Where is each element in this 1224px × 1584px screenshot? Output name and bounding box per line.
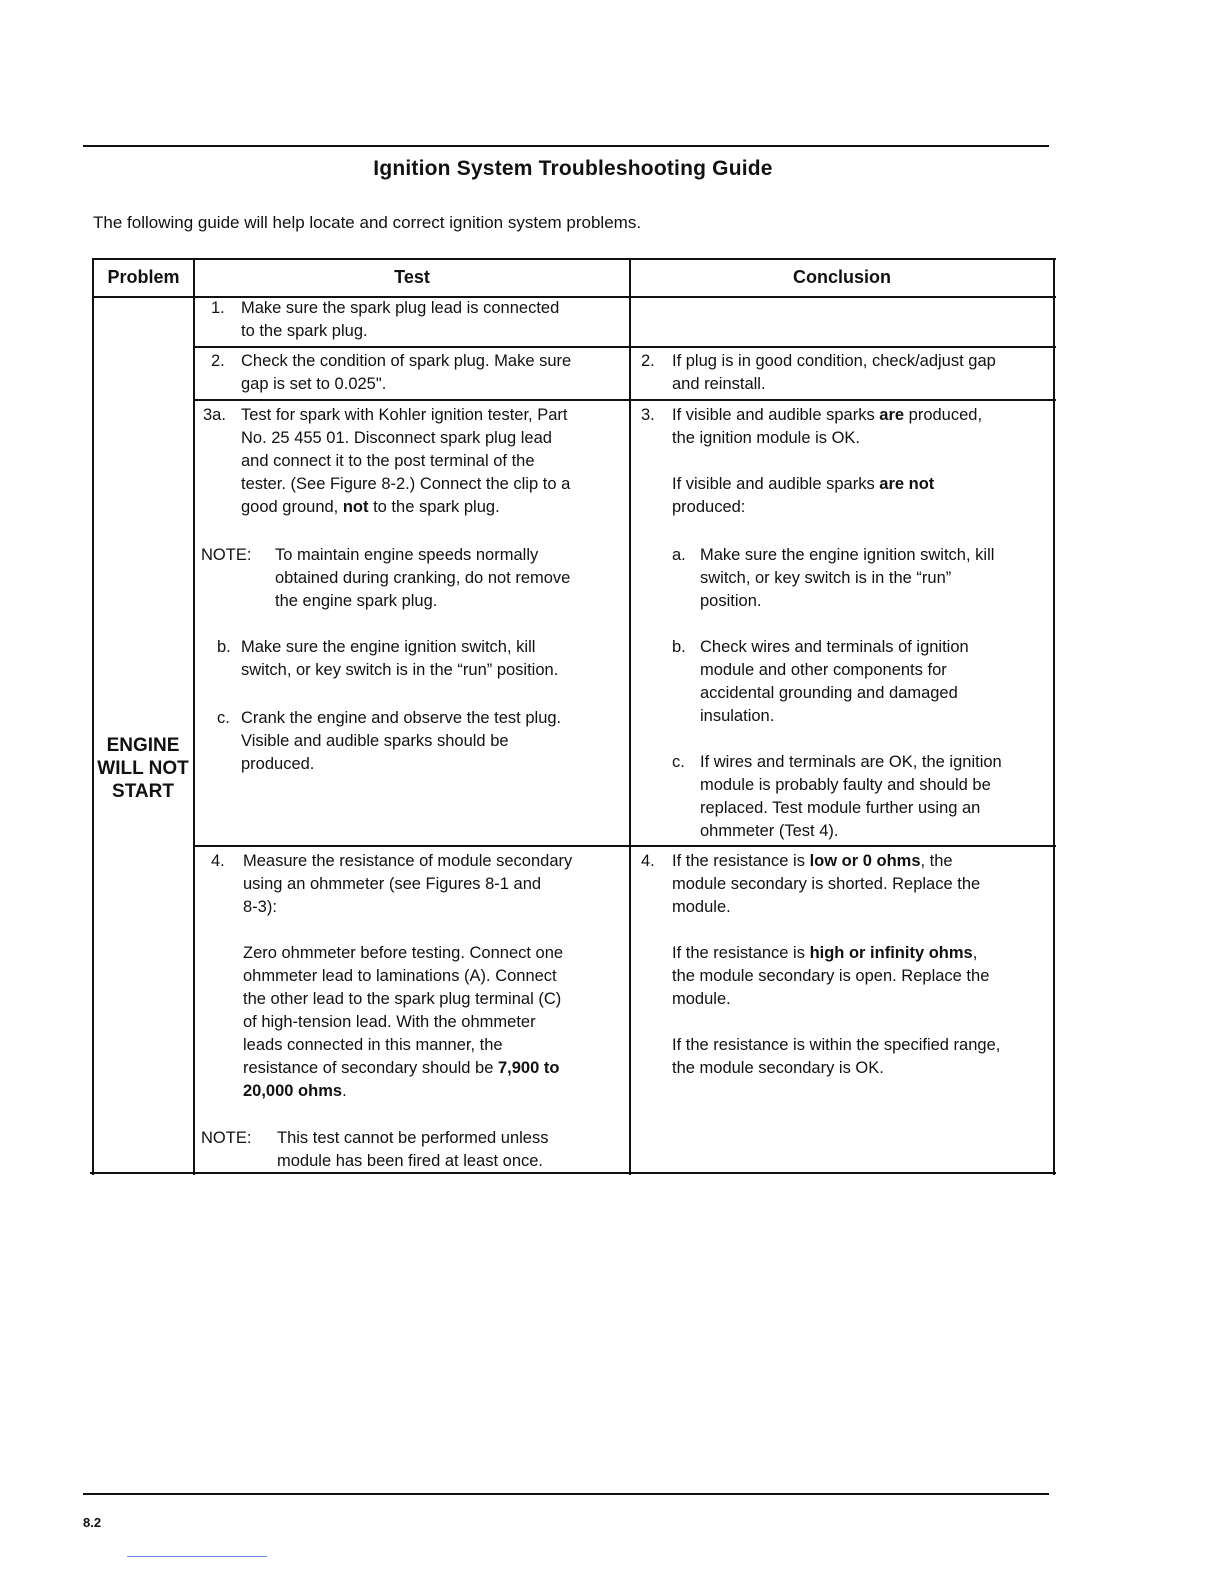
test4-number: 4.: [211, 852, 225, 870]
row-divider-3: [193, 845, 1056, 847]
text-line: and connect it to the post terminal of the: [241, 452, 535, 470]
table-border-left: [92, 258, 94, 1175]
row-divider-1: [193, 346, 1056, 348]
concl3a-number: a.: [672, 546, 686, 564]
text-line: tester. (See Figure 8-2.) Connect the clip to a: [241, 475, 571, 493]
text-line: This test cannot be performed unless: [277, 1129, 549, 1147]
text-line: ohmmeter (Test 4).: [700, 822, 839, 840]
table-border-bottom: [90, 1172, 1056, 1174]
text-line: Check the condition of spark plug. Make sure: [241, 352, 572, 370]
text-line: produced:: [672, 498, 746, 516]
text-line: Make sure the engine ignition switch, kill: [241, 638, 536, 656]
text-run: If the resistance is: [672, 852, 810, 870]
concl3a-text: [700, 544, 994, 613]
header-test: Test: [394, 267, 430, 287]
bold-run: 20,000 ohms: [243, 1082, 343, 1100]
text-line: Visible and audible sparks should be: [241, 732, 509, 750]
text-line: the module secondary is open. Replace the: [672, 967, 990, 985]
text-run: to the spark plug.: [368, 498, 500, 516]
text-run: .: [342, 1082, 347, 1100]
text-line: To maintain engine speeds normally: [275, 546, 539, 564]
note2-text: [277, 1127, 548, 1173]
text-line: module.: [672, 898, 731, 916]
text-line: Make sure the spark plug lead is connected: [241, 299, 560, 317]
text-run: If visible and audible sparks: [672, 475, 880, 493]
text-line: position.: [700, 592, 762, 610]
text-line: and reinstall.: [672, 375, 766, 393]
text-line: accidental grounding and damaged: [700, 684, 958, 702]
concl2-number: 2.: [641, 352, 655, 370]
test1-text: [241, 297, 559, 343]
text-line: No. 25 455 01. Disconnect spark plug lead: [241, 429, 552, 447]
text-line: insulation.: [700, 707, 775, 725]
text-line: [672, 404, 982, 427]
text-run: ,: [972, 944, 978, 962]
text-line: the other lead to the spark plug terminal (C): [243, 990, 562, 1008]
problem-line: ENGINE: [106, 735, 180, 756]
problem-line: WILL NOT: [97, 758, 189, 779]
text-run: resistance of secondary should be: [243, 1059, 498, 1077]
text-line: Measure the resistance of module secondary: [243, 852, 573, 870]
text-line: [243, 1057, 572, 1080]
text-line: module and other components for: [700, 661, 947, 679]
note1-label: NOTE:: [201, 546, 252, 564]
header-problem: Problem: [107, 267, 180, 287]
text-line: ohmmeter lead to laminations (A). Connect: [243, 967, 557, 985]
text-line: leads connected in this manner, the: [243, 1036, 503, 1054]
text-line: If wires and terminals are OK, the ignition: [700, 753, 1002, 771]
decorative-underline: [127, 1556, 267, 1557]
test3c-number: c.: [217, 709, 230, 727]
bold-run: not: [342, 498, 369, 516]
text-run: If the resistance is: [672, 944, 810, 962]
test2-text: [241, 350, 571, 396]
bold-run: are: [879, 406, 905, 424]
problem-label: [90, 734, 196, 803]
col-divider-2: [629, 258, 631, 1175]
concl3-number: 3.: [641, 406, 655, 424]
header-conclusion: Conclusion: [793, 267, 891, 287]
concl2-text: [672, 350, 996, 396]
test2-number: 2.: [211, 352, 225, 370]
test3c-text: [241, 707, 561, 776]
bottom-rule: [83, 1493, 1049, 1495]
text-line: [672, 942, 1000, 965]
text-line: using an ohmmeter (see Figures 8-1 and: [243, 875, 542, 893]
bold-run: are not: [879, 475, 935, 493]
concl3c-text: [700, 751, 1002, 843]
header-divider: [92, 296, 1056, 298]
test3a-text: [241, 404, 570, 519]
text-line: Check wires and terminals of ignition: [700, 638, 969, 656]
text-line: Zero ohmmeter before testing. Connect one: [243, 944, 564, 962]
text-line: [672, 850, 1000, 873]
concl3-text: [672, 404, 982, 519]
text-line: module is probably faulty and should be: [700, 776, 991, 794]
text-line: the module secondary is OK.: [672, 1059, 884, 1077]
text-line: module secondary is shorted. Replace the: [672, 875, 981, 893]
text-line: replaced. Test module further using an: [700, 799, 981, 817]
text-line: module.: [672, 990, 731, 1008]
test3b-text: [241, 636, 558, 682]
test3a-number: 3a.: [203, 406, 226, 424]
text-line: Make sure the engine ignition switch, kill: [700, 546, 995, 564]
text-line: Crank the engine and observe the test plug.: [241, 709, 562, 727]
concl4-number: 4.: [641, 852, 655, 870]
concl3c-number: c.: [672, 753, 685, 771]
text-line: the engine spark plug.: [275, 592, 438, 610]
bold-run: low or 0 ohms: [809, 852, 921, 870]
bold-run: high or infinity ohms: [809, 944, 973, 962]
troubleshooting-table: [90, 258, 1056, 1175]
concl3b-text: [700, 636, 969, 728]
row-divider-2: [193, 399, 1056, 401]
problem-line: START: [112, 781, 174, 802]
col-divider-1: [193, 258, 195, 1175]
page-number: 8.2: [83, 1515, 102, 1530]
top-rule: [83, 145, 1049, 147]
text-line: the ignition module is OK.: [672, 429, 861, 447]
text-line: of high-tension lead. With the ohmmeter: [243, 1013, 536, 1031]
concl3b-number: b.: [672, 638, 686, 656]
text-line: [672, 473, 982, 496]
text-line: [241, 496, 570, 519]
concl4-text: [672, 850, 1000, 1080]
text-run: , the: [920, 852, 953, 870]
text-line: obtained during cranking, do not remove: [275, 569, 571, 587]
test4-text: [243, 850, 572, 1103]
table-border-right: [1053, 258, 1055, 1175]
test3b-number: b.: [217, 638, 231, 656]
bold-run: 7,900 to: [498, 1059, 560, 1077]
note2-label: NOTE:: [201, 1129, 252, 1147]
text-line: to the spark plug.: [241, 322, 368, 340]
intro-text: The following guide will help locate and correct ignition system problems.: [93, 213, 642, 232]
text-run: good ground,: [241, 498, 343, 516]
text-line: gap is set to 0.025".: [241, 375, 387, 393]
text-line: switch, or key switch is in the “run”: [700, 569, 952, 587]
text-line: If plug is in good condition, check/adjust gap: [672, 352, 996, 370]
text-line: [243, 1080, 572, 1103]
page-title: Ignition System Troubleshooting Guide: [373, 157, 773, 180]
text-run: produced,: [904, 406, 983, 424]
text-line: module has been fired at least once.: [277, 1152, 544, 1170]
text-line: produced.: [241, 755, 315, 773]
text-run: If visible and audible sparks: [672, 406, 880, 424]
text-line: If the resistance is within the specified range,: [672, 1036, 1001, 1054]
text-line: Test for spark with Kohler ignition tester, Part: [241, 406, 568, 424]
text-line: 8-3):: [243, 898, 277, 916]
text-line: switch, or key switch is in the “run” position.: [241, 661, 559, 679]
note1-text: [275, 544, 570, 613]
test1-number: 1.: [211, 299, 225, 317]
